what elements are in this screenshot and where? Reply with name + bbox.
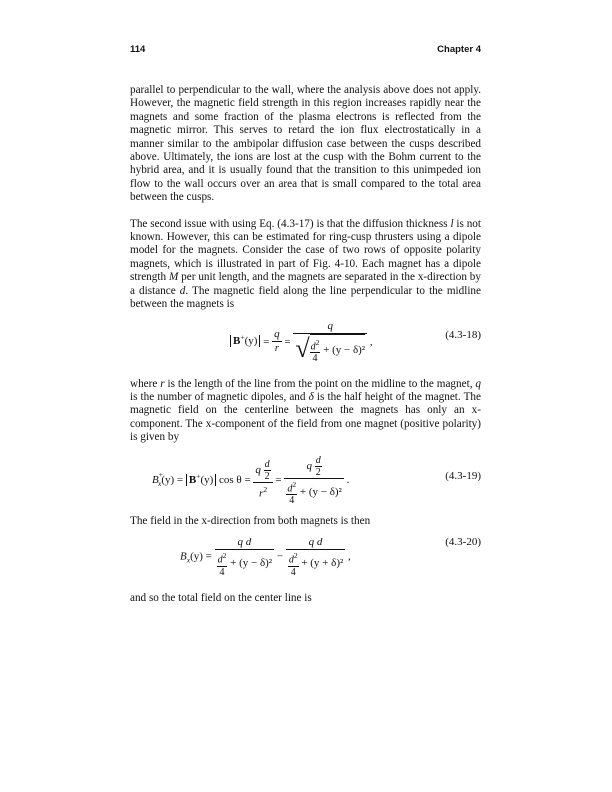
fraction-term-1: q d $\frac{d^2}{4}$ + (y − δ)² bbox=[215, 536, 274, 578]
symbol-delta: δ bbox=[308, 390, 314, 403]
symbol-M: M bbox=[168, 271, 179, 284]
body-text bbox=[130, 84, 481, 605]
paragraph-3 bbox=[130, 378, 481, 445]
equation-number: (4.3-20) bbox=[445, 535, 481, 548]
fraction-q-over-r: $\frac{q}{r}$ bbox=[274, 327, 280, 355]
symbol-q: q bbox=[475, 377, 481, 390]
symbol-r: r bbox=[160, 377, 165, 390]
fraction-q-over-sqrt: q √ $\frac{d^2}{4}$ + (y − δ)² bbox=[295, 319, 366, 365]
fraction-qd2-over-sum: q $\frac{d}{2}$ $\frac{d^2}{4}$ + (y − δ)² bbox=[284, 455, 343, 506]
text-run: is the length of the line from the point on the midline to the magnet, bbox=[164, 377, 476, 390]
text-run: is the half height of the magnet. The magnetic field on the centerline between the magnets has only an x-component. The x-component of the field from one magnet (positive polarity) is given by bbox=[130, 390, 481, 444]
fraction-term-2: q d $\frac{d^2}{4}$ + (y + δ)² bbox=[286, 536, 345, 578]
text-run: is not known. However, this can be estimated for ring-cusp thrusters using a dipole model for the magnets. Consider the case of two rows of opposite polarity magnets, which is illustrated in part of Fig. 4-10. Each magnet has a dipole strength bbox=[130, 217, 481, 284]
running-header bbox=[130, 44, 481, 58]
symbol-d: d bbox=[179, 284, 186, 297]
paragraph-1: parallel to perpendicular to the wall, where the analysis above does not apply. However, the magnetic field strength in this region increases rapidly near the magnets and some fraction of the plasma electrons is reflected from the magnetic mirror. This serves to retard the ion flux electrostatically in a manner similar to the ambipolar diffusion case between the cusps described above. Ultimately, the ions are lost at the cusp with the Bohm current to the hybrid area, and it is usually found that the transition to this unimpeded ion flow to the wall occurs over an area that is small compared to the total area between the cusps. bbox=[130, 84, 481, 204]
equation-4-3-20: $B_x(y)$ = q d $\frac{d^2}{4}$ + (y − δ)² − q d $\frac{d^2}{4}$ + (y + δ)² , (4.3-20) bbox=[180, 535, 481, 578]
page-number: 114 bbox=[130, 44, 146, 55]
text-run: The second issue with using Eq. (4.3-17) is that the diffusion thickness bbox=[130, 217, 451, 230]
fraction-qd2-over-r2: q $\frac{d}{2}$ $r^2$ bbox=[253, 459, 272, 501]
text-run: is the number of magnetic dipoles, and bbox=[130, 390, 309, 403]
text-run: where bbox=[130, 377, 161, 390]
equation-number: (4.3-19) bbox=[445, 469, 481, 482]
equation-number: (4.3-18) bbox=[445, 328, 481, 341]
text-run: . The magnetic field along the line perpendicular to the midline between the magnets is bbox=[130, 284, 481, 311]
chapter-title: Chapter 4 bbox=[437, 44, 481, 55]
equation-4-3-18: B+(y) = $\frac{q}{r}$ = q √ $\frac{d^2}{4}$ + (y − δ)² , (4.3-18) bbox=[130, 312, 481, 372]
equation-4-3-19: $B^+_x(y) = B^+(y)$ cos θ = q $\frac{d}{2}$ $r^2$ = q $\frac{d}{2}$ $\frac{d^2}{4}$ + (y − δ)² . (4.3-19) bbox=[152, 454, 481, 506]
paragraph-2 bbox=[130, 218, 481, 312]
paragraph-5: and so the total field on the center line is bbox=[130, 591, 312, 604]
symbol-l: l bbox=[450, 217, 454, 230]
abs-B-plus: B+(y) bbox=[230, 335, 260, 347]
abs-B-plus: B+(y) bbox=[186, 474, 216, 486]
paragraph-4: The field in the x-direction from both magnets is then bbox=[130, 514, 371, 527]
text-run: per unit length, and the magnets are separated in the x-direction by a distance bbox=[130, 271, 481, 297]
